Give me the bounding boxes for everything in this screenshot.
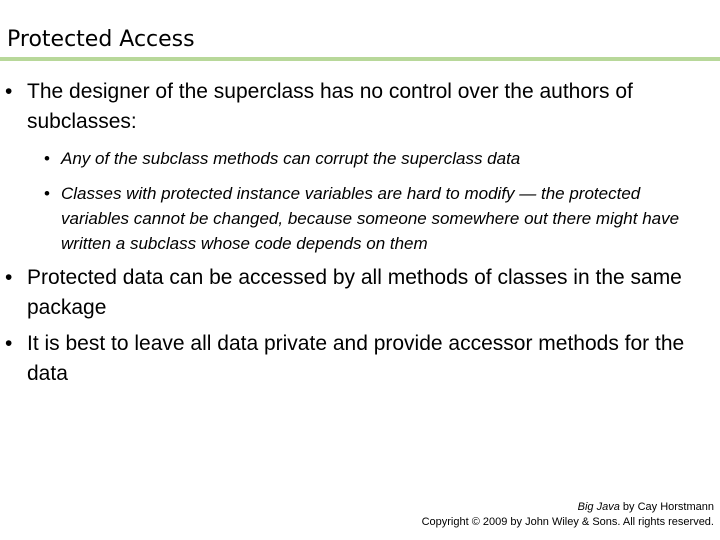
bullet-marker: • bbox=[5, 332, 13, 355]
title-underline bbox=[0, 57, 720, 61]
bullet-private-data bbox=[5, 329, 713, 389]
slide-footer bbox=[422, 500, 714, 530]
bullet-text: Protected data can be accessed by all methods of classes in the same package bbox=[27, 266, 682, 319]
bullet-designer-control bbox=[5, 77, 705, 137]
bullet-text: It is best to leave all data private and provide accessor methods for the data bbox=[27, 332, 685, 385]
sub-bullet-hard-to-modify bbox=[44, 181, 694, 256]
sub-bullet-text: Classes with protected instance variables are hard to modify — the protected variables cannot be changed, because someone somewhere out there might have written a subclass whose code depends on them bbox=[61, 184, 680, 253]
bullet-marker: • bbox=[5, 266, 13, 289]
footer-credit bbox=[422, 500, 714, 515]
footer-book-title: Big Java bbox=[577, 501, 620, 513]
slide-title: Protected Access bbox=[7, 27, 195, 52]
footer-copyright: Copyright © 2009 by John Wiley & Sons. All rights reserved. bbox=[421, 516, 714, 528]
bullet-same-package bbox=[5, 263, 713, 323]
sub-bullet-text: Any of the subclass methods can corrupt the superclass data bbox=[61, 149, 521, 168]
sub-bullet-marker: • bbox=[44, 184, 50, 203]
bullet-marker: • bbox=[5, 80, 13, 103]
bullet-text: The designer of the superclass has no control over the authors of subclasses: bbox=[27, 80, 633, 133]
sub-bullet-corrupt-data bbox=[44, 146, 684, 171]
footer-author: by Cay Horstmann bbox=[619, 501, 714, 513]
sub-bullet-marker: • bbox=[44, 149, 50, 168]
